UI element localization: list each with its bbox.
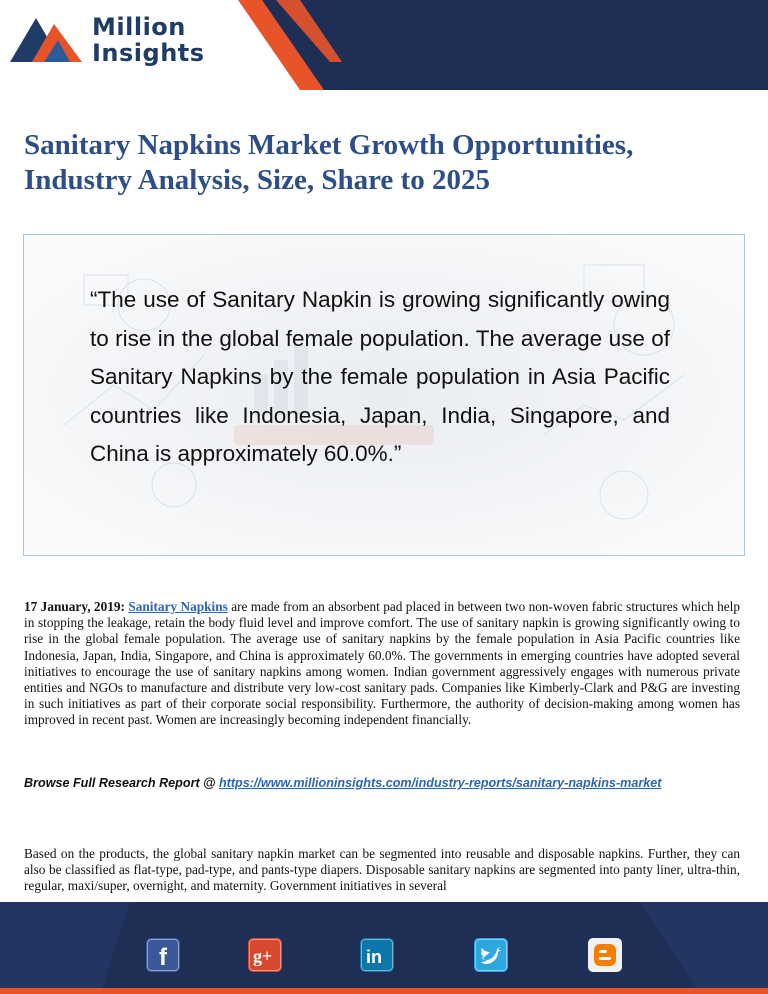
logo-line-1: Million (92, 13, 186, 41)
browse-report-line (24, 776, 744, 790)
footer-banner (0, 902, 768, 994)
logo-text (92, 14, 205, 66)
article-date: 17 January, 2019: (24, 599, 125, 614)
quote-box (23, 234, 745, 556)
page-title: Sanitary Napkins Market Growth Opportunities, Industry Analysis, Size, Share to 2025 (24, 129, 634, 196)
logo-line-2: Insights (92, 39, 205, 67)
highlight-quote: “The use of Sanitary Napkin is growing significantly owing to rise in the global female population. The average use of Sanitary Napkins by the female population in Asia Pacific countries like Indonesia, Japan, India, Singapore, and China is approximately 60.0%.” (90, 287, 670, 466)
facebook-glyph: f (159, 944, 167, 971)
blogger-icon[interactable] (588, 938, 622, 972)
article-paragraph-1 (24, 599, 740, 729)
browse-label: Browse Full Research Report @ (24, 776, 219, 790)
google-plus-icon[interactable] (248, 938, 282, 972)
google-plus-glyph: g+ (253, 946, 273, 966)
report-url-link[interactable]: https://www.millioninsights.com/industry-reports/sanitary-napkins-market (218, 776, 662, 790)
article-paragraph-1-text: are made from an absorbent pad placed in between two non-woven fabric structures which help in stopping the leakage, retain the body fluid level and improve comfort. The use of sanitary napkin is growing significantly owing to rise in the global female population. The average use of sanitary napkins by the female population in Asia Pacific countries like Indonesia, Japan, India, Singapore, and China is approximately 60.0%. The governments in emerging countries have adopted several initiatives to encourage the use of sanitary napkins among women. Indian government aggressively engages with numerous private entities and NGOs to manufacture and distribute very low-cost sanitary pads. Companies like Kimberly-Clark and P&G are investing in such initiatives as part of their corporate social responsibility. Furthermore, the authority of decision-making among women has improved in recent past. Women are increasingly becoming independent financially. (24, 599, 741, 728)
logo[interactable] (10, 14, 210, 74)
sanitary-napkins-link[interactable]: Sanitary Napkins (128, 599, 228, 614)
logo-mark-icon (10, 14, 88, 64)
facebook-icon[interactable] (146, 938, 180, 972)
linkedin-icon[interactable] (360, 938, 394, 972)
article-paragraph-2: Based on the products, the global sanitary napkin market can be segmented into reusable and disposable napkins. Further, they can also be classified as flat-type, pad-type, and pants-type diapers. Disposable sanitary napkins are segmented into panty liner, ultra-thin, regular, maxi/super, overnight, and maternity. Government initiatives in several (24, 846, 740, 894)
linkedin-glyph: in (366, 947, 382, 967)
header-banner (0, 0, 768, 90)
twitter-icon[interactable] (474, 938, 508, 972)
